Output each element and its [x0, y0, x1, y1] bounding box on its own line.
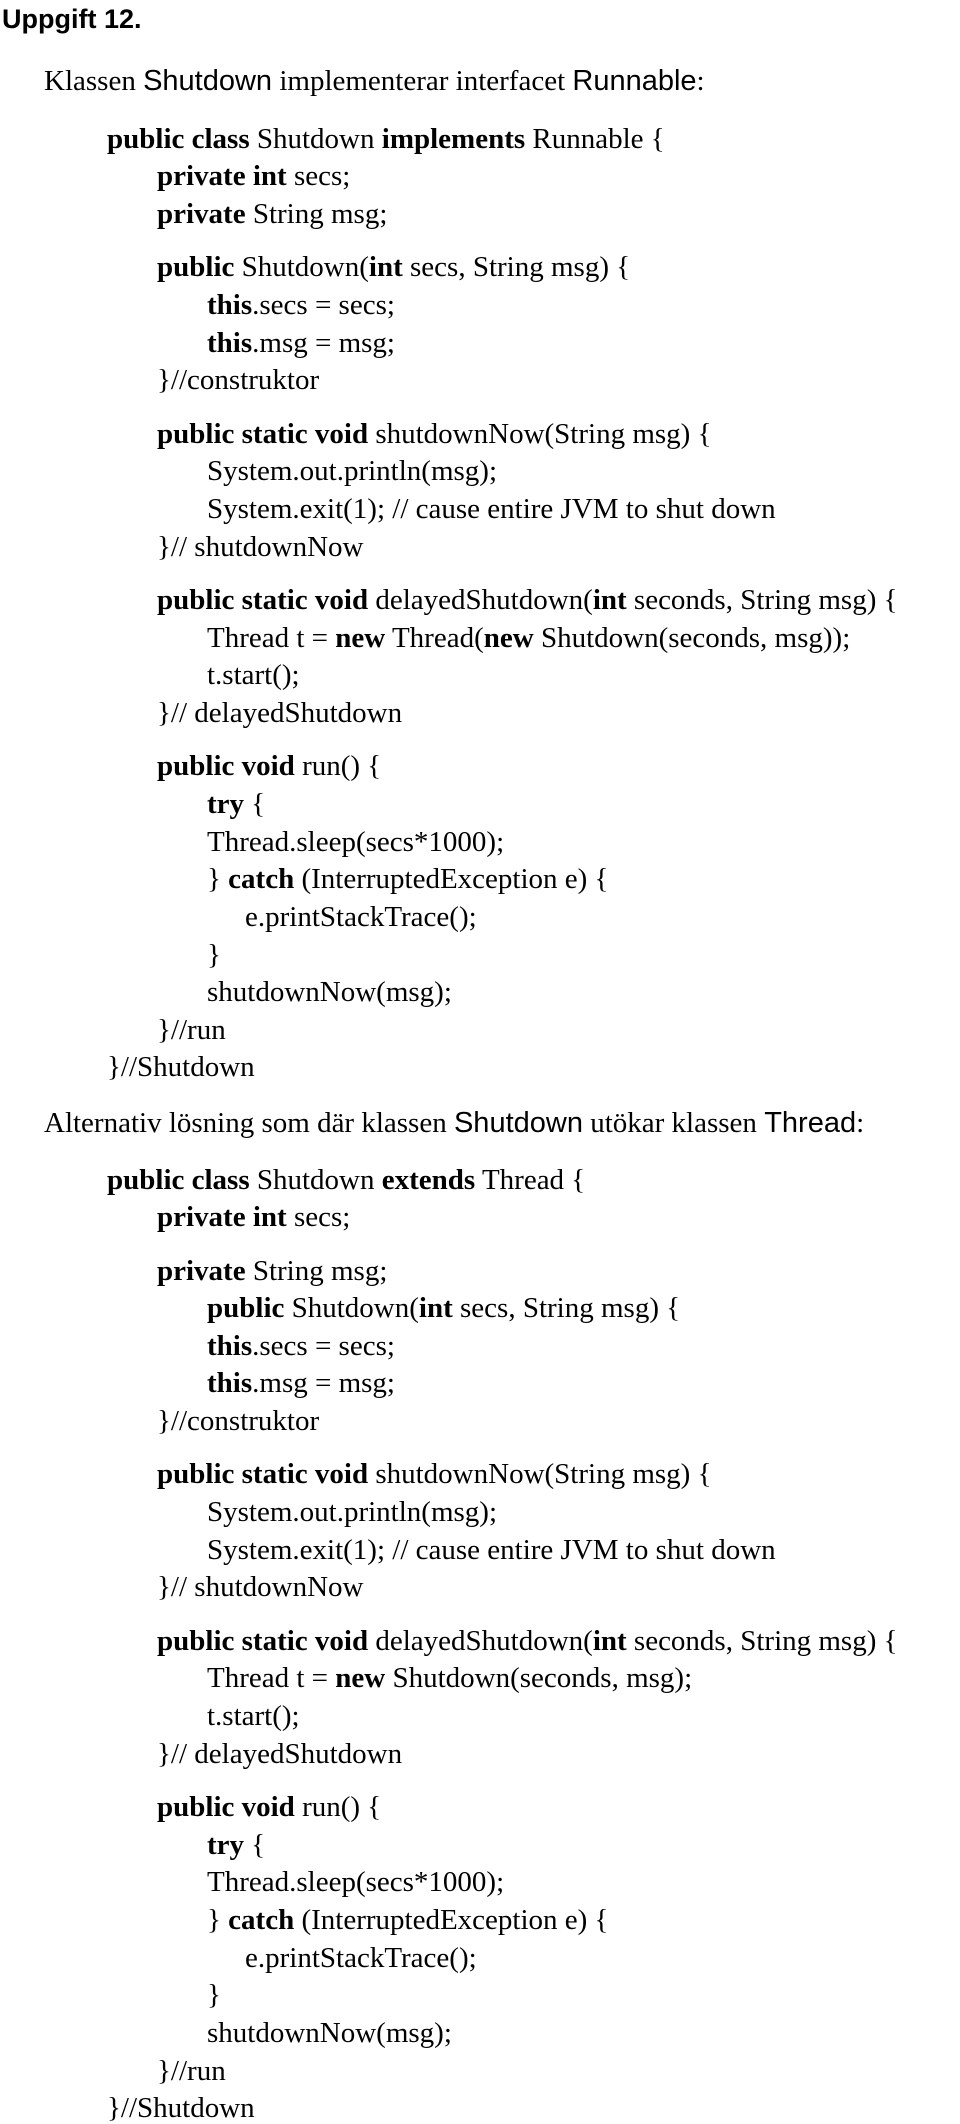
code-text: Thread(: [385, 622, 484, 654]
code-text: .msg = msg;: [252, 327, 395, 359]
code-text: Shutdown(: [234, 251, 369, 283]
code-text: (InterruptedException e) {: [294, 1904, 609, 1936]
code-text: Runnable {: [525, 123, 665, 155]
exercise-title: Uppgift 12.: [2, 4, 142, 34]
code-text: }//Shutdown: [107, 2092, 255, 2124]
code-runnable-line: [207, 624, 850, 653]
code-text: run() {: [294, 1791, 382, 1823]
code-text: (InterruptedException e) {: [294, 863, 609, 895]
code-thread-line: [157, 1203, 350, 1232]
code-text: }// delayedShutdown: [157, 1738, 403, 1770]
code-keyword: private: [157, 1255, 246, 1287]
code-runnable-line: [157, 162, 350, 191]
code-thread-line: [207, 1294, 680, 1323]
code-runnable-line: [157, 253, 630, 282]
code-thread-line: [245, 1944, 477, 1973]
code-runnable-line: [157, 752, 381, 781]
code-text: .msg = msg;: [252, 1367, 395, 1399]
code-text: secs, String msg) {: [452, 1292, 681, 1324]
code-thread-line: [207, 1369, 395, 1398]
code-text: Shutdown: [249, 123, 382, 155]
alt-intro-text: Alternativ lösning som där klassen: [44, 1107, 454, 1139]
code-runnable-line: [157, 200, 387, 229]
code-thread-line: [157, 1793, 381, 1822]
code-text: }//run: [157, 1014, 226, 1046]
class-name: Shutdown: [453, 1107, 583, 1139]
code-runnable-line: [107, 1053, 255, 1082]
code-thread-line: [207, 1664, 692, 1693]
code-runnable-line: [207, 661, 300, 690]
code-text: secs;: [286, 160, 351, 192]
code-runnable-line: [157, 699, 402, 728]
code-text: shutdownNow(String msg) {: [368, 418, 712, 450]
code-thread-line: [107, 2094, 255, 2123]
code-runnable-line: [207, 457, 497, 486]
code-text: Thread t =: [207, 1662, 336, 1694]
code-text: }: [207, 1904, 229, 1936]
code-keyword: public void: [157, 750, 295, 782]
code-runnable-line: [207, 828, 504, 857]
code-keyword: try: [207, 1829, 245, 1861]
code-thread-line: [207, 1332, 395, 1361]
intro-text: implementerar interfacet: [272, 65, 573, 97]
code-runnable-line: [245, 903, 477, 932]
code-keyword: catch: [228, 1904, 295, 1936]
code-thread-line: [207, 2019, 452, 2048]
code-runnable-line: [207, 978, 452, 1007]
code-keyword: public static void: [157, 584, 369, 616]
code-text: Thread.sleep(secs*1000);: [207, 1866, 505, 1898]
intro-text: Klassen: [44, 65, 144, 97]
alternative-intro-paragraph: [44, 1109, 864, 1138]
code-thread-line: [157, 1407, 319, 1436]
code-keyword: public: [207, 1292, 285, 1324]
code-keyword: int: [368, 251, 403, 283]
code-thread-line: [207, 1498, 497, 1527]
code-text: delayedShutdown(: [368, 584, 593, 616]
code-keyword: public static void: [157, 1458, 369, 1490]
code-keyword: this: [207, 1330, 253, 1362]
code-runnable-line: [207, 495, 776, 524]
class-name: Shutdown: [143, 65, 273, 97]
code-text: }: [207, 863, 229, 895]
code-text: }//run: [157, 2055, 226, 2087]
code-thread-line: [107, 1166, 585, 1195]
code-keyword: private int: [157, 1201, 287, 1233]
code-text: .secs = secs;: [252, 289, 395, 321]
code-text: System.exit(1); // cause entire JVM to shut down: [207, 1534, 776, 1566]
code-text: .secs = secs;: [252, 1330, 395, 1362]
code-text: }: [207, 1979, 221, 2011]
code-text: System.exit(1); // cause entire JVM to shut down: [207, 493, 776, 525]
code-keyword: try: [207, 788, 245, 820]
code-text: Thread t =: [207, 622, 336, 654]
code-runnable-line: [207, 291, 395, 320]
code-text: }//Shutdown: [107, 1051, 255, 1083]
code-keyword: public static void: [157, 418, 369, 450]
code-thread-line: [157, 1573, 363, 1602]
code-runnable-line: [157, 586, 898, 615]
code-text: e.printStackTrace();: [245, 1942, 477, 1974]
code-text: Shutdown(: [284, 1292, 419, 1324]
code-text: System.out.println(msg);: [207, 1496, 497, 1528]
code-keyword: public class: [107, 123, 250, 155]
code-thread-line: [207, 1868, 504, 1897]
code-text: Shutdown: [249, 1164, 382, 1196]
code-text: run() {: [294, 750, 382, 782]
code-runnable-line: [157, 366, 319, 395]
code-keyword: extends: [381, 1164, 476, 1196]
code-thread-line: [157, 1740, 402, 1769]
code-text: }// shutdownNow: [157, 531, 364, 563]
alt-intro-text: utökar klassen: [582, 1107, 765, 1139]
code-runnable-line: [157, 420, 712, 449]
alt-intro-text: :: [856, 1107, 865, 1139]
intro-paragraph: [44, 67, 705, 96]
code-keyword: public class: [107, 1164, 250, 1196]
code-thread-line: [157, 1460, 712, 1489]
code-keyword: this: [207, 289, 253, 321]
code-thread-line: [207, 1702, 300, 1731]
code-text: secs;: [286, 1201, 351, 1233]
code-keyword: public static void: [157, 1625, 369, 1657]
code-thread-line: [207, 1536, 776, 1565]
code-text: shutdownNow(String msg) {: [368, 1458, 712, 1490]
code-text: }//construktor: [157, 364, 320, 396]
code-keyword: int: [418, 1292, 453, 1324]
code-text: Thread.sleep(secs*1000);: [207, 826, 505, 858]
code-thread-line: [157, 1627, 898, 1656]
code-text: System.out.println(msg);: [207, 455, 497, 487]
code-text: Thread {: [475, 1164, 586, 1196]
code-text: t.start();: [207, 659, 300, 691]
intro-text: :: [696, 65, 705, 97]
code-text: secs, String msg) {: [402, 251, 631, 283]
code-text: Shutdown(seconds, msg);: [385, 1662, 693, 1694]
code-runnable-line: [107, 125, 665, 154]
class-name: Runnable: [572, 65, 697, 97]
code-keyword: int: [592, 584, 627, 616]
code-thread-line: [157, 1257, 387, 1286]
code-runnable-line: [207, 865, 608, 894]
code-keyword: new: [483, 622, 534, 654]
code-text: }// shutdownNow: [157, 1571, 364, 1603]
code-text: {: [244, 1829, 266, 1861]
code-text: shutdownNow(msg);: [207, 976, 452, 1008]
code-keyword: new: [335, 1662, 386, 1694]
code-keyword: this: [207, 327, 253, 359]
code-text: }// delayedShutdown: [157, 697, 403, 729]
code-keyword: int: [592, 1625, 627, 1657]
code-keyword: public: [157, 251, 235, 283]
code-keyword: private: [157, 198, 246, 230]
code-keyword: this: [207, 1367, 253, 1399]
code-text: Shutdown(seconds, msg));: [533, 622, 851, 654]
code-runnable-line: [157, 533, 363, 562]
code-keyword: implements: [381, 123, 526, 155]
code-thread-line: [207, 1981, 221, 2010]
code-text: String msg;: [245, 198, 388, 230]
code-thread-line: [207, 1906, 608, 1935]
code-text: delayedShutdown(: [368, 1625, 593, 1657]
code-text: {: [244, 788, 266, 820]
code-text: }: [207, 939, 221, 971]
code-text: shutdownNow(msg);: [207, 2017, 452, 2049]
code-runnable-line: [157, 1016, 226, 1045]
code-runnable-line: [207, 329, 395, 358]
code-runnable-line: [207, 941, 221, 970]
code-text: String msg;: [245, 1255, 388, 1287]
code-keyword: new: [335, 622, 386, 654]
code-text: t.start();: [207, 1700, 300, 1732]
code-text: }//construktor: [157, 1405, 320, 1437]
code-text: seconds, String msg) {: [626, 1625, 898, 1657]
code-thread-line: [207, 1831, 265, 1860]
code-keyword: public void: [157, 1791, 295, 1823]
code-text: e.printStackTrace();: [245, 901, 477, 933]
class-name: Thread: [764, 1107, 857, 1139]
code-text: seconds, String msg) {: [626, 584, 898, 616]
code-thread-line: [157, 2057, 226, 2086]
code-keyword: private int: [157, 160, 287, 192]
code-keyword: catch: [228, 863, 295, 895]
code-runnable-line: [207, 790, 265, 819]
